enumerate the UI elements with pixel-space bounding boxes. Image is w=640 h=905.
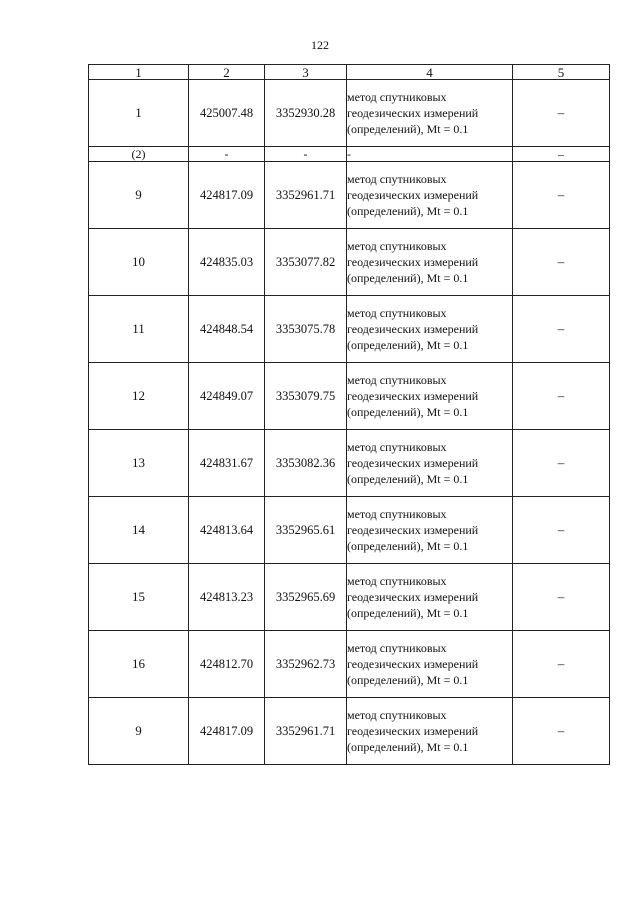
coordinate-x-cell: 424812.70 [189,631,265,698]
coordinate-x-cell: 424831.67 [189,430,265,497]
table-row [89,80,610,147]
note-cell: – [513,162,610,229]
method-cell: метод спутниковых геодезических измерений (определений), Mt = 0.1 [347,162,513,229]
method-cell: метод спутниковых геодезических измерений (определений), Mt = 0.1 [347,80,513,147]
method-cell: метод спутниковых геодезических измерений (определений), Mt = 0.1 [347,631,513,698]
coordinate-y-cell: - [265,147,347,162]
method-cell: - [347,147,513,162]
table-row [89,363,610,430]
note-cell: – [513,430,610,497]
table-row [89,147,610,162]
coordinate-x-cell: 424817.09 [189,162,265,229]
table-row [89,631,610,698]
coordinate-y-cell: 3352965.61 [265,497,347,564]
table-row [89,497,610,564]
coordinate-x-cell: 425007.48 [189,80,265,147]
note-cell: – [513,363,610,430]
note-cell: – [513,631,610,698]
note-cell: – [513,296,610,363]
coordinates-table [88,64,610,765]
method-cell: метод спутниковых геодезических измерений (определений), Mt = 0.1 [347,497,513,564]
page-number: 122 [311,38,329,52]
point-number-cell: 10 [89,229,189,296]
point-number-cell: 9 [89,698,189,765]
table-row [89,698,610,765]
table-row [89,296,610,363]
note-cell: – [513,147,610,162]
column-header-4: 4 [347,65,513,80]
note-cell: – [513,564,610,631]
method-cell: метод спутниковых геодезических измерений (определений), Mt = 0.1 [347,296,513,363]
method-cell: метод спутниковых геодезических измерений (определений), Mt = 0.1 [347,229,513,296]
point-number-cell: 1 [89,80,189,147]
coordinate-x-cell: 424813.23 [189,564,265,631]
coordinate-x-cell: - [189,147,265,162]
point-number-cell: 16 [89,631,189,698]
coordinate-x-cell: 424835.03 [189,229,265,296]
point-number-cell: 12 [89,363,189,430]
table-row [89,162,610,229]
coordinate-x-cell: 424849.07 [189,363,265,430]
point-number-cell: 15 [89,564,189,631]
coordinate-x-cell: 424817.09 [189,698,265,765]
coordinate-y-cell: 3352965.69 [265,564,347,631]
coordinate-y-cell: 3352962.73 [265,631,347,698]
coordinate-y-cell: 3353075.78 [265,296,347,363]
note-cell: – [513,698,610,765]
table-row [89,564,610,631]
table-body [89,80,610,765]
point-number-cell: 9 [89,162,189,229]
method-cell: метод спутниковых геодезических измерений (определений), Mt = 0.1 [347,698,513,765]
method-cell: метод спутниковых геодезических измерений (определений), Mt = 0.1 [347,564,513,631]
table-header-row [89,65,610,80]
column-header-5: 5 [513,65,610,80]
point-number-cell: (2) [89,147,189,162]
table-row [89,229,610,296]
method-cell: метод спутниковых геодезических измерений (определений), Mt = 0.1 [347,363,513,430]
point-number-cell: 11 [89,296,189,363]
coordinate-y-cell: 3353082.36 [265,430,347,497]
point-number-cell: 13 [89,430,189,497]
coordinate-y-cell: 3353077.82 [265,229,347,296]
coordinate-y-cell: 3352961.71 [265,162,347,229]
coordinate-y-cell: 3353079.75 [265,363,347,430]
note-cell: – [513,80,610,147]
note-cell: – [513,229,610,296]
coordinate-x-cell: 424813.64 [189,497,265,564]
table-row [89,430,610,497]
coordinate-y-cell: 3352961.71 [265,698,347,765]
coordinate-y-cell: 3352930.28 [265,80,347,147]
column-header-1: 1 [89,65,189,80]
method-cell: метод спутниковых геодезических измерений (определений), Mt = 0.1 [347,430,513,497]
point-number-cell: 14 [89,497,189,564]
column-header-2: 2 [189,65,265,80]
column-header-3: 3 [265,65,347,80]
note-cell: – [513,497,610,564]
coordinate-x-cell: 424848.54 [189,296,265,363]
